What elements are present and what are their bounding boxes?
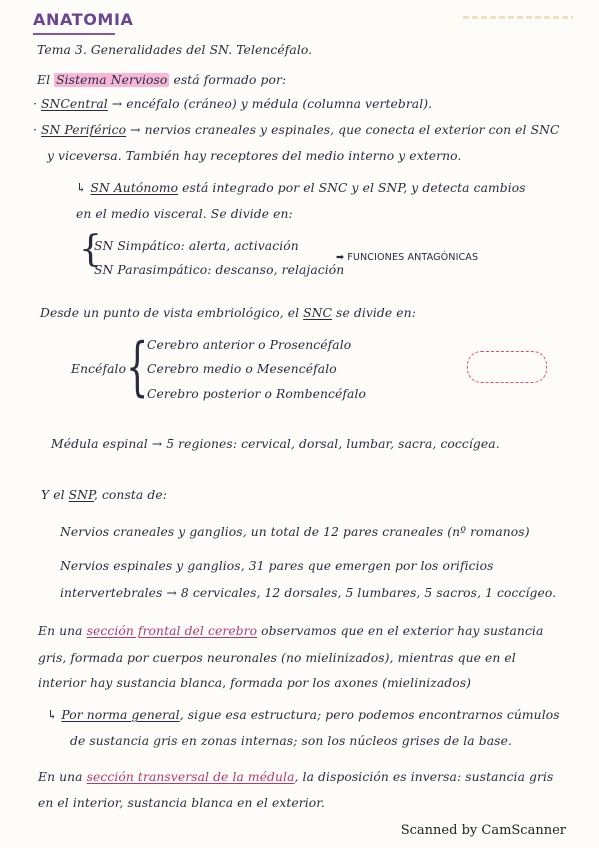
intervertebrales-line: intervertebrales → 8 cervicales, 12 dorsales, 5 lumbares, 5 sacros, 1 coccígeo. [60, 586, 557, 600]
term-snp: SN Periférico [41, 123, 127, 137]
seccion-frontal-line-2: gris, formada por cuerpos neuronales (no mielinizados), mientras que en el [38, 651, 516, 665]
text: está integrado por el SNC y el SNP, y detecta cambios [178, 181, 526, 195]
text: se divide en: [332, 306, 416, 320]
text: → nervios craneales y espinales, que conecta el exterior con el SNC [126, 123, 560, 137]
arrow: ↳ [47, 708, 62, 722]
funciones-antagonicas-note: ➡ FUNCIONES ANTAGÓNICAS [336, 252, 479, 263]
seccion-transversal-line [38, 769, 553, 785]
encefalo-label: Encéfalo [71, 362, 127, 376]
term-norma-general: Por norma general [61, 708, 180, 722]
text: Desde un punto de vista embriológico, el [40, 306, 304, 320]
dashed-oval-doodle [467, 351, 547, 383]
snp-continuation: y viceversa. También hay receptores del medio interno y externo. [47, 149, 462, 163]
text: El [37, 73, 55, 87]
term-snc-2: SNC [303, 306, 333, 320]
bullet-snp [33, 122, 559, 138]
text: observamos que en el exterior hay sustancia [257, 624, 544, 638]
norma-general-line [47, 707, 560, 723]
page-title: ANATOMIA [33, 10, 134, 29]
intro-line [37, 72, 286, 88]
seccion-frontal-line-3: interior hay sustancia blanca, formada por los axones (mielinizados) [38, 676, 472, 690]
seccion-frontal-line [38, 623, 543, 639]
embriologico-line [40, 305, 416, 321]
faded-header-mark [463, 16, 573, 19]
sna-line [76, 180, 526, 196]
prosencefalo: Cerebro anterior o Prosencéfalo [147, 338, 352, 352]
nucleos-grises-line: de sustancia gris en zonas internas; son los núcleos grises de la base. [70, 734, 512, 748]
sna-continuation: en el medio visceral. Se divide en: [76, 207, 293, 221]
scanner-watermark: Scanned by CamScanner [400, 823, 566, 838]
medula-espinal-line: Médula espinal → 5 regiones: cervical, dorsal, lumbar, sacra, coccígea. [51, 437, 500, 451]
text: , consta de: [93, 488, 167, 502]
rombencefalo: Cerebro posterior o Rombencéfalo [147, 387, 366, 401]
sn-parasimpatico: SN Parasimpático: descanso, relajación [94, 263, 345, 277]
topic-heading: Tema 3. Generalidades del SN. Telencéfalo. [37, 43, 313, 57]
text: En una [38, 770, 87, 784]
term-seccion-transversal: sección transversal de la médula [86, 770, 295, 784]
text: , la disposición es inversa: sustancia gris [294, 770, 554, 784]
highlight-sistema-nervioso: Sistema Nervioso [56, 73, 168, 87]
term-sn-autonomo: SN Autónomo [90, 181, 179, 195]
term-snp-2: SNP [68, 488, 94, 502]
bullet: · [33, 97, 42, 111]
mesencefalo: Cerebro medio o Mesencéfalo [147, 362, 337, 376]
seccion-transversal-line-2: en el interior, sustancia blanca en el exterior. [38, 796, 325, 810]
snp-consta-line [41, 487, 167, 503]
nervios-espinales-line: Nervios espinales y ganglios, 31 pares que emergen por los orificios [60, 559, 494, 573]
brace-encefalo: { [126, 330, 149, 404]
nervios-craneales-line: Nervios craneales y ganglios, un total de 12 pares craneales (nº romanos) [60, 525, 530, 539]
term-seccion-frontal: sección frontal del cerebro [86, 624, 258, 638]
term-snc: SNCentral [41, 97, 108, 111]
bullet-snc [33, 96, 432, 112]
title-underline [33, 33, 115, 35]
text: está formado por: [169, 73, 287, 87]
sn-simpatico: SN Simpático: alerta, activación [94, 239, 299, 253]
text: → encéfalo (cráneo) y médula (columna vertebral). [107, 97, 433, 111]
text: Y el [41, 488, 69, 502]
bullet: · [33, 123, 42, 137]
brace-autonomo: { [79, 229, 102, 270]
text: , sigue esa estructura; pero podemos encontrarnos cúmulos [179, 708, 560, 722]
arrow: ↳ [76, 181, 91, 195]
text: En una [38, 624, 87, 638]
